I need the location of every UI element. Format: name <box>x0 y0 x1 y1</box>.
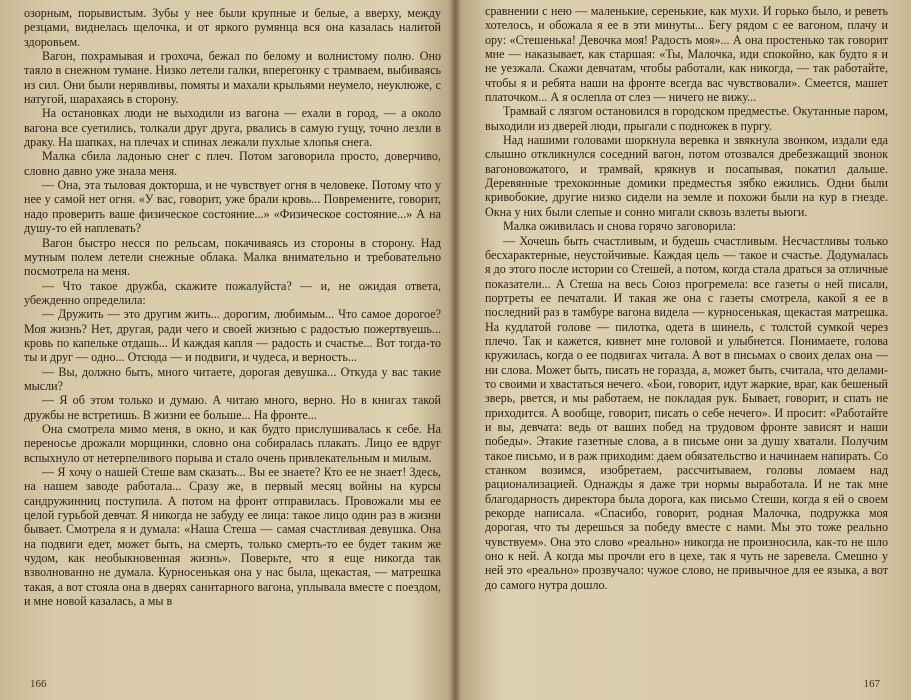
paragraph: — Дружить — это другим жить... дорогим, любимым... Что самое дорогое? Моя жизнь? Нет, другая, ради чего и своей жизнью с радостью пожертвуешь... кровь по капельке отдашь... И каждая капля — радость и счастье... Вот тогда-то ты и друг — одно... Отсюда — и подвиги, и чудеса, и верность... <box>24 307 441 365</box>
paragraph: Вагон быстро несся по рельсам, покачиваясь из стороны в сторону. Над мутным полем летели снежные облака. Малка внимательно и требовательно посмотрела на меня. <box>24 235 441 279</box>
paragraph: Она смотрела мимо меня, в окно, и как будто прислушивалась к себе. На переносье дрожали морщинки, словно она собиралась плакать. Лицо ее вдруг вспыхнуло от нетерпеливого порыва и стало очень привлекательным и милым. <box>24 421 441 465</box>
paragraph: На остановках люди не выходили из вагона — ехали в город, — а около вагона все суетились, толкали друг друга, рвались в самую гущу, точно лезли в драку. На шапках, на плечах и спинах лежали пухлые хлопья снега. <box>24 106 441 150</box>
paragraph: — Хочешь быть счастливым, и будешь счастливым. Несчастливы только бесхарактерные, неустойчивые. Каждая цель — такое и счастье. Додумалась я до этого после истории со Стешей, а потом, когда стала драться за отличные показатели... А Стеша на весь Союз прогремела: все газеты о ней писали, портреты ее печатали. И такая же она с газеты смотрела, какой я ее в последний раз в тамбуре вагона видела — курносенькая, щекастая матрешка. На кудлатой голове — пилотка, одета в шинель, с толстой сумкой через плечо. Так и кажется, кивнет мне головой и улыбнется. Понимаете, голова кружилась, когда о ее подвигах читала. А вот в письмах о своих делах она — ни слова. Может быть, писать не горазда, а, может быть, считала, что делами-то своими и хвастаться нечего. «Бои, говорит, идут жаркие, враг, как бешеный зверь, рвется, и мы работаем, не покладая рук. Бывает, говорит, и спать не приходится. А вообще, говорит, писать о себе нечего». И просит: «Работайте и вы, девчата: ведь от ваших побед на трудовом фронте зависят и наши победы». Этакие газетные слова, а в письме они за душу хватали. Получим такое письмо, и в раж приходим: даем обязательство и начинаем напирать. Со станком возимся, изобретаем, рассчитываем, головы ломаем над рационализацией. Однажды я даже три нормы выработала. И не так мне благодарность директора была дорога, как письмо Стеши, когда я ей о своем рекорде написала. «Спасибо, говорит, родная Малочка, подружка моя дорогая, что ты дерешься за победу вместе с нами. Мы это тоже реально чувствуем». Она это слово «реально» никогда не произносила, как-то не шло оно к ней. А когда мы прочли его в цехе, так я чуть не заревела. Смешно у ней это «реально» прозвучало: чужое слово, не привычное для ее языка, а вот до самого нутра дошло. <box>485 233 888 592</box>
right-page-text <box>485 4 888 592</box>
paragraph: Малка сбила ладонью снег с плеч. Потом заговорила просто, доверчиво, словно давно уже знала меня. <box>24 149 441 178</box>
paragraph: — Я хочу о нашей Стеше вам сказать... Вы ее знаете? Кто ее не знает! Здесь, на нашем заводе работала... Сразу же, в первый месяц войны на курсы сандружинниц поступила. А потом на фронт отправилась. Провожали мы ее целой гурьбой девчат. Я никогда не забуду ее лица: такое лицо один раз в жизни бывает. Смотрела я и думала: «Наша Стеша — самая счастливая девушка. Она на подвиги едет, может быть, на смерть, только смерть-то ее будет таким же чудом, как необыкновенная жизнь». Поверьте, что я еще никогда так взволнованно не думала. Курносенькая она у нас была, щекастая, — матрешка такая, а вот стояла она в дверях санитарного вагона, уплывала вместе с поездом, и мне новой казалась, а мы в <box>24 465 441 609</box>
left-page-text <box>24 6 441 608</box>
paragraph: — Что такое дружба, скажите пожалуйста? — и, не ожидая ответа, убежденно определила: <box>24 278 441 307</box>
paragraph: Малка оживилась и снова горячо заговорила: <box>503 219 737 234</box>
paragraph: — Я об этом только и думаю. А читаю много, верно. Но в книгах такой дружбы не встретишь. В жизни ее больше... На фронте... <box>24 393 441 422</box>
paragraph: Трамвай с лязгом остановился в городском предместье. Окутанные паром, выходили из дверей люди, прыгали с подножек в пургу. <box>485 104 888 133</box>
paragraph: озорным, порывистым. Зубы у нее были крупные и белые, а вверху, между резцами, виднелась щелочка, и от яркого румянца вся она казалась налитой здоровьем. <box>24 6 441 49</box>
paragraph: — Она, эта тыловая докторша, и не чувствует огня в человеке. Потому что у нее у самой нет огня. «У вас, говорит, уже брали кровь... Повремените, говорит, надо проверить ваше физическое состояние...» «Физическое состояние...» А на душу-то ей наплевать? <box>24 178 441 236</box>
paragraph: Вагон, похрамывая и грохоча, бежал по белому и волнистому полю. Оно таяло в снежном тумане. Низко летели галки, вперегонку с трамваем, выбиваясь из сил. Они были нерявливы, помяты и махали крыльями неумело, неуклюже, с натугой, шарахаясь в сторону. <box>24 49 441 107</box>
page-number: 167 <box>863 678 880 690</box>
paragraph: Над нашими головами шоркнула веревка и звякнула звонком, издали еда слышно откликнулся соседний вагон, потом отозвался дребезжащий звонок вагоновожатого, и трамвай, крякнув и посапывая, покатил дальше. Деревянные трехоконные домики предместья зябко ежились. Одни были кривобокие, другие низко сидели на земле и похожи были на кур в гнезде. Окна у них были слепые и сонно мигали сквозь взлеты вьюги. <box>485 133 888 219</box>
left-page <box>0 0 455 700</box>
page-number: 166 <box>30 678 47 690</box>
right-page <box>455 0 910 700</box>
paragraph: — Вы, должно быть, много читаете, дорогая девушка... Откуда у вас такие мысли? <box>24 364 441 393</box>
paragraph: сравнении с нею — маленькие, серенькие, как мухи. И горько было, и реветь хотелось, и обожала я ее в эти минуты... Бегу рядом с ее вагоном, плачу и ору: «Стешенька! Девочка моя! Радость моя»... А она простенько так говорит мне — наказывает, как старшая: «Ты, Малочка, иди спокойно, как будто я и не уезжала. Скажи девчатам, чтобы работали, как никогда, — так работайте, чтобы я и ребята наши на фронте всегда вас чувствовали». Смеется, машет платочком... А я ослепла от слез — ничего не вижу... <box>485 4 888 105</box>
